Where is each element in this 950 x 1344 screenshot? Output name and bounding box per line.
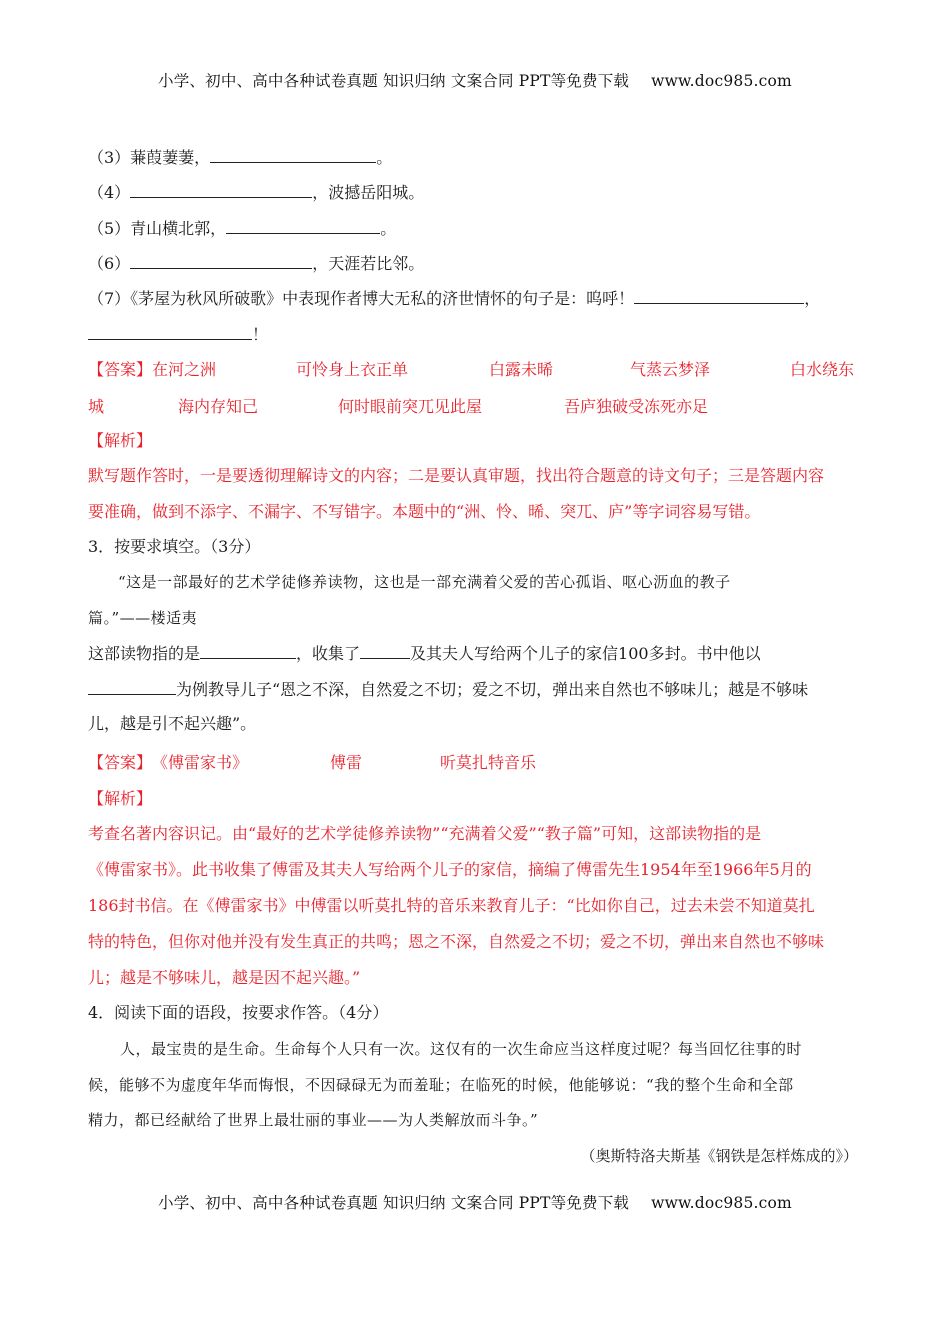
answer-item: 傅雷 xyxy=(330,753,363,772)
footer-url[interactable]: www.doc985.com xyxy=(651,1194,792,1212)
q2-item-7 xyxy=(88,286,820,311)
page-header xyxy=(0,69,950,91)
answer-item: 何时眼前突兀见此屋 xyxy=(338,397,483,416)
q2-item-4-tail: ，波撼岳阳城。 xyxy=(312,183,425,202)
q2-answer-row-2 xyxy=(88,395,858,419)
answer-item: 听莫扎特音乐 xyxy=(440,753,537,772)
q2-item-7-text: （7）《茅屋为秋风所破歌》中表现作者博大无私的济世情怀的句子是：呜呼！ xyxy=(88,289,635,308)
answer-blank[interactable] xyxy=(634,286,804,304)
q4-source: （奥斯特洛夫斯基《钢铁是怎样炼成的》） xyxy=(580,1147,858,1165)
q2-answer-row-1 xyxy=(88,358,858,382)
q2-item-5-tail: 。 xyxy=(380,219,397,238)
answer-item: 城 xyxy=(88,397,105,416)
q4-passage-line: 精力，都已经献给了世界上最壮丽的事业——为人类解放而斗争。” xyxy=(88,1111,539,1129)
q4-passage-line: 人，最宝贵的是生命。生命每个人只有一次。这仅有的一次生命应当这样度过呢？每当回忆往事的时 xyxy=(120,1040,803,1058)
answer-item: 海内存知己 xyxy=(178,397,259,416)
q2-item-7-sep: ， xyxy=(804,289,821,308)
q4-passage-line: 候，能够不为虚度年华而悔恨，不因碌碌无为而羞耻；在临死的时候，他能够说：“我的整个生命和全部 xyxy=(88,1076,794,1094)
q3-analysis-line: 考查名著内容识记。由“最好的艺术学徒修养读物”“充满着父爱”“教子篇”可知，这部读物指的是 xyxy=(88,824,762,843)
q2-item-3-text: （3）蒹葭萋萋， xyxy=(88,148,211,167)
q2-item-4-text: （4） xyxy=(88,183,131,202)
q2-analysis-line: 默写题作答时，一是要透彻理解诗文的内容；二是要认真审题，找出符合题意的诗文句子；三是答题内容 xyxy=(88,466,825,485)
answer-item: 白露未晞 xyxy=(489,360,554,379)
q3-question-text: 为例教导儿子“恩之不深，自然爱之不切；爱之不切，弹出来自然也不够味儿；越是不够味 xyxy=(176,680,809,699)
q3-analysis-line: 《傅雷家书》。此书收集了傅雷及其夫人写给两个儿子的家信，摘编了傅雷先生1954年至1966年5月的 xyxy=(88,860,812,879)
q2-item-6 xyxy=(88,251,424,276)
answer-blank[interactable] xyxy=(130,180,312,198)
q3-answer-row xyxy=(88,751,858,775)
q2-item-7-tail: ！ xyxy=(252,325,269,344)
page-footer xyxy=(0,1191,950,1213)
answer-item: 气蒸云梦泽 xyxy=(630,360,711,379)
answer-blank[interactable] xyxy=(88,677,176,695)
q3-question-text: ，收集了 xyxy=(296,644,361,663)
answer-item: 在河之洲 xyxy=(152,360,217,379)
answer-blank[interactable] xyxy=(200,641,296,659)
q2-analysis-line: 要准确，做到不添字、不漏字、不写错字。本题中的“洲、怜、晞、突兀、庐”等字词容易写错。 xyxy=(88,502,761,521)
q2-item-3 xyxy=(88,145,392,170)
header-url[interactable]: www.doc985.com xyxy=(651,72,792,90)
q4-title: 4．阅读下面的语段，按要求作答。（4分） xyxy=(88,1003,389,1022)
q3-analysis-line: 儿；越是不够味儿，越是因不起兴趣。” xyxy=(88,968,361,987)
answer-label: 【答案】 xyxy=(88,753,153,772)
answer-item: 吾庐独破受冻死亦足 xyxy=(564,397,709,416)
q2-item-7-cont xyxy=(88,322,268,347)
answer-blank[interactable] xyxy=(360,641,410,659)
q3-analysis-label: 【解析】 xyxy=(88,789,153,808)
q2-item-5-text: （5）青山横北郭， xyxy=(88,219,227,238)
q3-quote-line: “这是一部最好的艺术学徒修养读物，这也是一部充满着父爱的苦心孤诣、呕心沥血的教子 xyxy=(118,573,731,591)
answer-blank[interactable] xyxy=(88,322,252,340)
answer-blank[interactable] xyxy=(130,251,312,269)
q3-analysis-line: 特的特色，但你对他并没有发生真正的共鸣；恩之不深，自然爱之不切；爱之不切，弹出来自然也不够味 xyxy=(88,932,825,951)
answer-item: 白水绕东 xyxy=(790,360,855,379)
q2-item-6-tail: ，天涯若比邻。 xyxy=(312,254,425,273)
q3-analysis-line: 186封书信。在《傅雷家书》中傅雷以听莫扎特的音乐来教育儿子：“比如你自己，过去未尝不知道莫扎 xyxy=(88,896,815,915)
q3-question-text: 这部读物指的是 xyxy=(88,644,201,663)
q3-quote-line: 篇。”——楼适夷 xyxy=(88,609,198,627)
q2-item-3-tail: 。 xyxy=(376,148,393,167)
header-text: 小学、初中、高中各种试卷真题 知识归纳 文案合同 PPT等免费下载 xyxy=(158,72,630,90)
q3-question-line-1 xyxy=(88,641,761,666)
q2-item-5 xyxy=(88,216,396,241)
q3-title: 3．按要求填空。（3分） xyxy=(88,537,261,556)
answer-blank[interactable] xyxy=(210,145,376,163)
q2-item-4 xyxy=(88,180,424,205)
answer-blank[interactable] xyxy=(226,216,380,234)
q3-question-text: 及其夫人写给两个儿子的家信100多封。书中他以 xyxy=(410,644,761,663)
footer-text: 小学、初中、高中各种试卷真题 知识归纳 文案合同 PPT等免费下载 xyxy=(158,1194,630,1212)
q2-item-6-text: （6） xyxy=(88,254,131,273)
answer-item: 《傅雷家书》 xyxy=(152,753,249,772)
q2-analysis-label: 【解析】 xyxy=(88,431,153,450)
q3-question-line-3: 儿，越是引不起兴趣”。 xyxy=(88,714,257,733)
answer-label: 【答案】 xyxy=(88,360,153,379)
answer-item: 可怜身上衣正单 xyxy=(296,360,409,379)
q3-question-line-2 xyxy=(88,677,808,702)
